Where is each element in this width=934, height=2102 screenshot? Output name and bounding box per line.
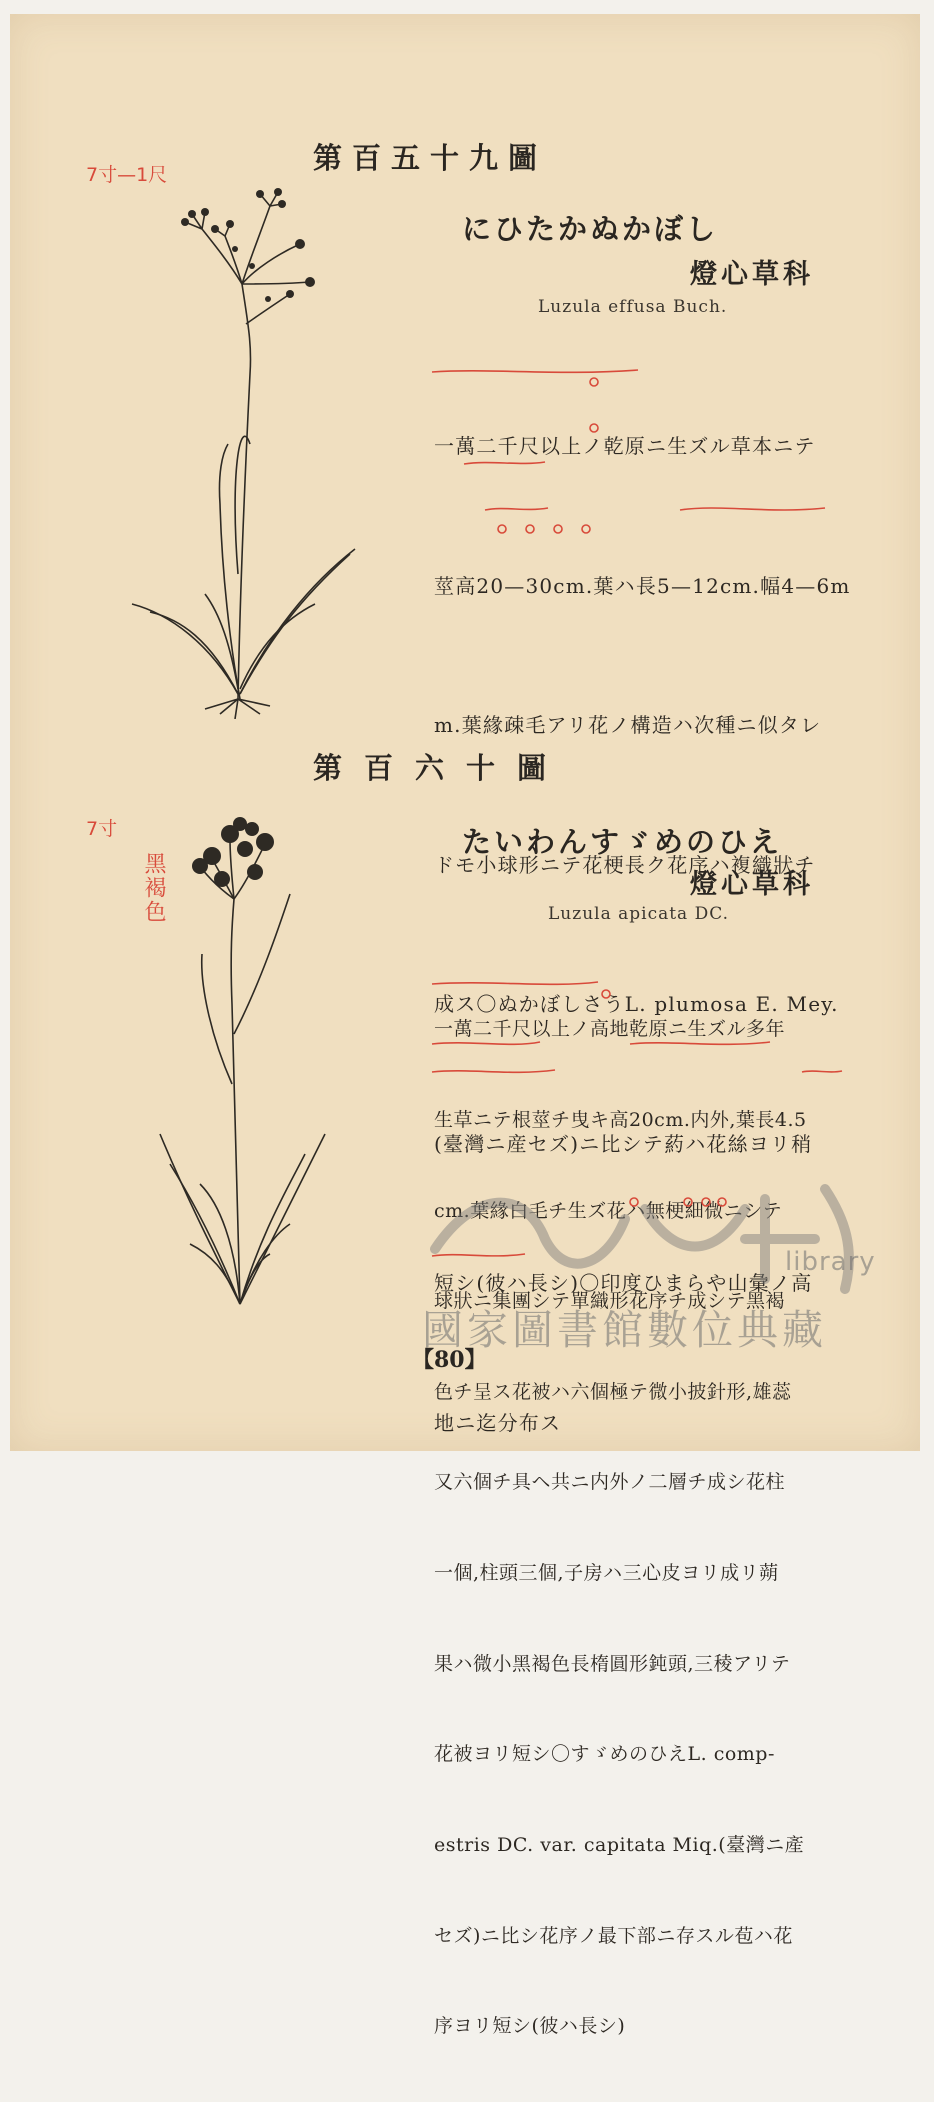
description-line: 色チ呈ス花被ハ六個極テ微小披針形,雄蕊	[434, 1380, 792, 1403]
library-watermark-text: 國家圖書館數位典藏	[422, 1306, 827, 1354]
description-line: 短シ(彼ハ長シ)〇印度ひまらや山彙ノ高	[434, 1271, 813, 1295]
book-page	[10, 14, 920, 2038]
description-line: 球狀ニ集團シテ單織形花序チ成シテ黑褐	[434, 1290, 786, 1313]
description-line: (臺灣ニ産セズ)ニ比シテ葯ハ花絲ヨリ稍	[434, 1131, 813, 1156]
description-line: 地ニ迄分布ス	[434, 1410, 562, 1435]
description-line: 果ハ微小黑褐色長楕圓形鈍頭,三稜アリテ	[434, 1652, 791, 1675]
figure-160-latin-name: Luzula apicata DC.	[548, 904, 730, 924]
figure-160-size-annotation: 7寸	[86, 818, 118, 840]
description-line: 花被ヨリ短シ〇すゞめのひえL. comp-	[434, 1743, 775, 1766]
figure-159-plant-illustration	[110, 174, 370, 719]
figure-160-heading: 第百六十圖	[313, 751, 569, 785]
description-line: セズ)ニ比シ花序ノ最下部ニ存スル苞ハ花	[434, 1924, 793, 1947]
page-number: 【80】	[412, 1347, 487, 1373]
description-line: cm.葉緣白毛チ生ズ花ハ無梗細微ニシテ	[434, 1199, 783, 1222]
description-line: 一萬二千尺以上ノ乾原ニ生ズル草本ニテ	[434, 434, 816, 458]
description-line: m.葉緣疎毛アリ花ノ構造ハ次種ニ似タレ	[434, 713, 822, 737]
figure-159-size-annotation: 7寸—1尺	[86, 164, 168, 186]
figure-159-latin-name: Luzula effusa Buch.	[538, 297, 728, 317]
description-line: ドモ小球形ニテ花梗長ク花序ハ複織狀チ	[434, 852, 816, 877]
description-line: 一萬二千尺以上ノ高地乾原ニ生ズル多年	[434, 1018, 786, 1041]
figure-159-family: 燈心草科	[690, 259, 814, 290]
description-line: 序ヨリ短シ(彼ハ長シ)	[434, 2015, 626, 2038]
description-line: 莖高20—30cm.葉ハ長5—12cm.幅4—6m	[434, 573, 851, 598]
library-watermark-logo	[415, 1149, 895, 1309]
figure-159-japanese-name: にひたかぬかぼし	[462, 212, 719, 246]
description-line: 成ス〇ぬかぼしさうL. plumosa E. Mey.	[434, 992, 839, 1016]
figure-160-family: 燈心草科	[690, 869, 814, 900]
figure-160-plant-illustration	[140, 804, 340, 1324]
figure-160-color-annotation: 黑褐色	[141, 852, 166, 924]
description-line: 又六個チ具ヘ共ニ内外ノ二層チ成シ花柱	[434, 1471, 786, 1494]
description-line: 一個,柱頭三個,子房ハ三心皮ヨリ成リ蒴	[434, 1562, 779, 1585]
figure-159-red-underlines	[430, 354, 830, 554]
description-line: estris DC. var. capitata Miq.(臺灣ニ產	[434, 1833, 805, 1856]
figure-160-japanese-name: たいわんすゞめのひえ	[462, 825, 783, 859]
figure-159-heading: 第百五十九圖	[313, 141, 548, 175]
watermark-latin: library	[785, 1247, 876, 1277]
description-line: 生草ニテ根莖チ曳キ高20cm.内外,葉長4.5	[434, 1109, 807, 1132]
